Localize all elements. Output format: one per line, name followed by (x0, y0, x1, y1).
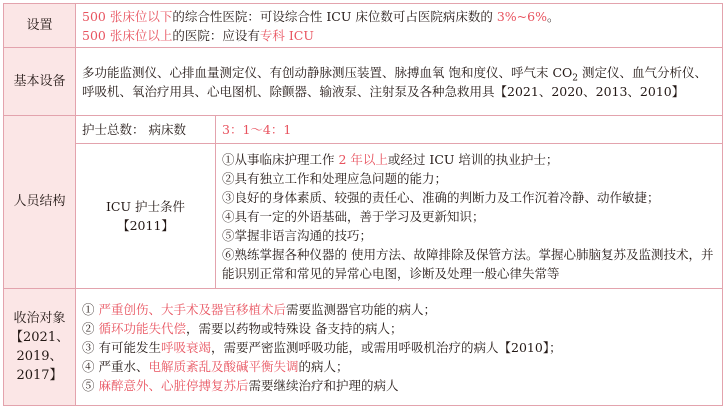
target-item-5 (82, 376, 716, 395)
label-targets (4, 289, 76, 406)
setting-highlight-ratio: 3%~6% (496, 8, 547, 24)
staff-cond-1-text-b: 或经过 ICU 培训的执业护士； (387, 151, 559, 167)
target-4-highlight: 电解质紊乱及酸碱平衡失调 (148, 358, 299, 374)
staff-cond-6: ⑥熟练掌握各种仪器的 使用方法、故障排除及保管方法。掌握心肺脑复苏及监测技术，并能识别正常和常见的异常心电图，诊断及处理一般心律失常等 (222, 246, 714, 281)
target-1-highlight: 严重创伤、大手术及器官移植术后 (98, 301, 286, 317)
staff-ratio-highlight: 3：1～4：1 (222, 121, 292, 137)
staff-cond-1-text-a: ①从事临床护理工作 (222, 151, 339, 167)
row-equipment (4, 48, 723, 116)
setting-content (76, 4, 723, 48)
target-4-text: 的病人； (298, 358, 349, 374)
setting-highlight-specialty: 专科 ICU (259, 27, 314, 43)
targets-year-3: 2017】 (16, 368, 63, 384)
target-3-text-b: ，需要严密监测呼吸功能，或需用呼吸机治疗的病人【2010】； (211, 339, 562, 355)
target-3-text-a: ③ 有可能发生 (82, 339, 161, 355)
row-setting (4, 4, 723, 48)
target-1-num: ① (82, 301, 99, 317)
target-4-num: ④ 严重水、 (82, 358, 149, 374)
staff-cond-title: ICU 护士条件 (105, 199, 185, 215)
target-5-num: ⑤ (82, 377, 99, 393)
staff-cond-4: ④具有一定的外语基础，善于学习及更新知识； (222, 208, 485, 224)
row-staff-conditions (4, 144, 723, 289)
setting-line-1 (82, 7, 716, 26)
staff-ratio-label: 护士总数： 病床数 (76, 115, 216, 143)
equipment-co2-subscript: 2 (572, 73, 578, 84)
setting-highlight-under-500: 500 张床位以下 (82, 8, 173, 24)
targets-list (76, 289, 723, 406)
target-2-text: ，需要以药物或特殊设 备支持的病人； (186, 320, 403, 336)
target-2-num: ② (82, 320, 99, 336)
icu-info-table (3, 3, 723, 406)
staff-cond-5: ⑤掌握非语言沟通的技巧； (222, 227, 373, 243)
targets-title: 收治对象 (13, 311, 66, 327)
label-setting: 设置 (4, 4, 76, 48)
target-5-highlight: 麻醉意外、心脏停搏复苏后 (98, 377, 249, 393)
equipment-text (82, 63, 716, 101)
target-5-text: 需要继续治疗和护理的病人 (248, 377, 399, 393)
row-staff-ratio (4, 115, 723, 143)
label-equipment: 基本设备 (4, 48, 76, 116)
setting-text-1: 的综合性医院：可设综合性 ICU 床位数可占医院病床数的 (172, 8, 497, 24)
target-item-1 (82, 300, 716, 319)
equipment-text-b: 测定仪、血气分析仪、呼吸机、氧治疗用具、心电图机、除颤器、输液泵、注射泵及各种急救用具【2021、2020、2013、2010】 (82, 64, 707, 99)
setting-line-2 (82, 26, 716, 45)
equipment-text-a: 多功能监测仪、心排血量测定仪、有创动静脉测压装置、脉搏血氧 饱和度仪、呼气末 CO (82, 64, 573, 80)
staff-cond-1-highlight: 2 年以上 (338, 151, 388, 167)
staff-conditions-list (216, 144, 723, 289)
setting-text-2: 。 (546, 8, 560, 24)
target-3-highlight: 呼吸衰竭 (160, 339, 211, 355)
staff-cond-1 (222, 150, 716, 169)
staff-cond-2: ②具有独立工作和处理应急问题的能力； (222, 170, 448, 186)
target-1-text: 需要监测器官功能的病人； (286, 301, 437, 317)
staff-cond-year: 【2011】 (117, 218, 174, 234)
target-2-highlight: 循环功能失代偿 (98, 320, 186, 336)
targets-year-1: 【2021、 (10, 330, 70, 346)
target-item-4 (82, 357, 716, 376)
target-item-2 (82, 319, 716, 338)
targets-year-2: 2019、 (16, 349, 63, 365)
staff-conditions-label (76, 144, 216, 289)
staff-cond-3: ③良好的身体素质、较强的责任心、准确的判断力及工作沉着冷静、动作敏捷； (222, 189, 660, 205)
setting-highlight-over-500: 500 张床位以上 (82, 27, 173, 43)
label-staff: 人员结构 (4, 115, 76, 288)
target-item-3 (82, 338, 716, 357)
row-targets (4, 289, 723, 406)
staff-ratio-value (216, 115, 723, 143)
equipment-content (76, 48, 723, 116)
setting-text-3: 的医院：应设有 (172, 27, 260, 43)
